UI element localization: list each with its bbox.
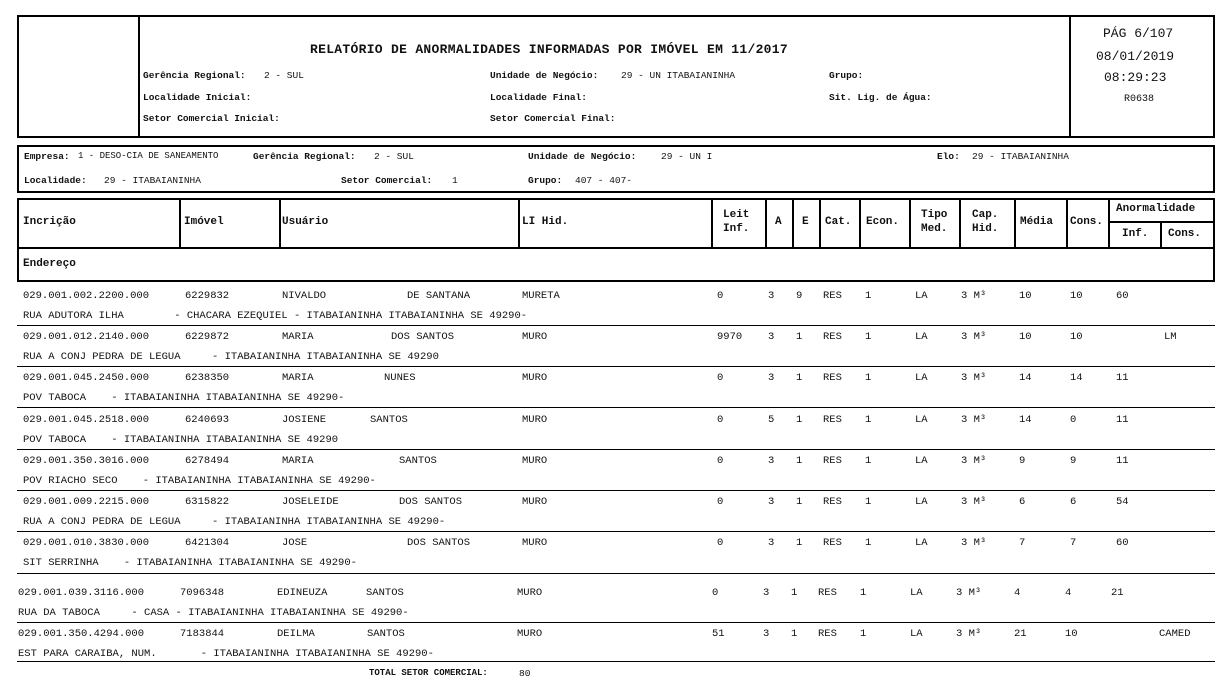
cell-li-hid: MURO [517, 628, 543, 640]
cell-tipo: LA [915, 496, 928, 508]
col-imovel: Imóvel [184, 216, 224, 228]
cell-tipo: LA [915, 455, 928, 467]
cell-endereco: RUA ADUTORA ILHA - CHACARA EZEQUIEL - ITABAIANINHA ITABAIANINHA SE 49290- [23, 310, 528, 322]
cell-tipo: LA [915, 331, 928, 343]
cell-leit: 0 [717, 414, 724, 426]
cell-a: 3 [763, 628, 770, 640]
cell-cons: 7 [1070, 537, 1077, 549]
cell-econ: 1 [865, 537, 872, 549]
filter-setor-value: 1 [452, 175, 458, 186]
cell-imovel: 6238350 [185, 372, 230, 384]
col-sep [1160, 221, 1162, 248]
cell-cap: 3 M³ [961, 537, 987, 549]
cell-anorm-inf: 60 [1116, 537, 1129, 549]
col-cat: Cat. [825, 216, 852, 228]
cell-usuario2: DOS SANTOS [407, 537, 471, 549]
col-a: A [775, 216, 782, 228]
cell-media: 14 [1019, 414, 1032, 426]
cell-media: 10 [1019, 290, 1032, 302]
cell-cap: 3 M³ [961, 455, 987, 467]
cell-leit: 0 [717, 496, 724, 508]
cell-inscricao: 029.001.350.4294.000 [18, 628, 145, 640]
cell-leit: 0 [717, 290, 724, 302]
cell-e: 1 [796, 331, 803, 343]
cell-e: 1 [796, 496, 803, 508]
col-media: Média [1020, 216, 1054, 228]
cell-a: 3 [763, 587, 770, 599]
cell-econ: 1 [865, 290, 872, 302]
col-sep [279, 198, 281, 248]
cell-endereco: POV TABOCA - ITABAIANINHA ITABAIANINHA SE 49290- [23, 392, 345, 404]
col-sep [1108, 198, 1110, 248]
cell-inscricao: 029.001.009.2215.000 [23, 496, 150, 508]
cell-usuario1: JOSELEIDE [282, 496, 339, 508]
cell-cap: 3 M³ [961, 372, 987, 384]
cell-leit: 0 [717, 537, 724, 549]
cell-usuario1: DEILMA [277, 628, 315, 640]
cell-anorm-inf: 11 [1116, 372, 1129, 384]
col-leit-inf-1: Leit [723, 209, 750, 221]
cell-a: 5 [768, 414, 775, 426]
cell-usuario1: JOSE [282, 537, 308, 549]
total-setor-value: 80 [519, 668, 531, 679]
report-date: 08/01/2019 [1096, 49, 1175, 64]
cell-anorm-cons: LM [1164, 331, 1177, 343]
col-cons: Cons. [1070, 216, 1104, 228]
elo-label: Elo: [937, 151, 960, 162]
anorm-sep [1108, 221, 1215, 223]
footer-line [17, 661, 1215, 662]
cell-li-hid: MURO [517, 587, 543, 599]
cell-cat: RES [823, 372, 842, 384]
cell-cons: 10 [1070, 331, 1083, 343]
header-divider-right [1069, 15, 1071, 138]
cell-a: 3 [768, 372, 775, 384]
cell-a: 3 [768, 496, 775, 508]
col-sep [792, 198, 794, 248]
cell-media: 10 [1019, 331, 1032, 343]
cell-endereco: RUA A CONJ PEDRA DE LEGUA - ITABAIANINHA ITABAIANINHA SE 49290 [23, 351, 439, 363]
cell-endereco: POV TABOCA - ITABAIANINHA ITABAIANINHA SE 49290 [23, 434, 339, 446]
setor-inicial-label: Setor Comercial Inicial: [143, 113, 280, 124]
cell-cat: RES [823, 290, 842, 302]
cell-endereco: POV RIACHO SECO - ITABAIANINHA ITABAIANINHA SE 49290- [23, 475, 376, 487]
cell-cat: RES [818, 587, 837, 599]
row-separator [17, 449, 1215, 450]
cell-cap: 3 M³ [961, 331, 987, 343]
col-sep [1066, 198, 1068, 248]
total-setor-label: TOTAL SETOR COMERCIAL: [369, 668, 488, 678]
cell-li-hid: MURO [522, 331, 548, 343]
cell-cap: 3 M³ [956, 587, 982, 599]
cell-econ: 1 [865, 496, 872, 508]
cell-usuario2: SANTOS [399, 455, 437, 467]
cell-inscricao: 029.001.350.3016.000 [23, 455, 150, 467]
filter-localidade-value: 29 - ITABAIANINHA [104, 175, 201, 186]
col-tipo-med-1: Tipo [921, 209, 948, 221]
filter-gerencia-value: 2 - SUL [374, 151, 414, 162]
col-sep [819, 198, 821, 248]
cell-usuario1: MARIA [282, 372, 314, 384]
cell-anorm-cons: CAMED [1159, 628, 1191, 640]
filter-grupo-value: 407 - 407- [575, 175, 633, 186]
report-time: 08:29:23 [1104, 70, 1167, 85]
cell-endereco: RUA DA TABOCA - CASA - ITABAIANINHA ITABAIANINHA SE 49290- [18, 607, 409, 619]
filter-grupo-label: Grupo: [528, 175, 563, 186]
cell-endereco: RUA A CONJ PEDRA DE LEGUA - ITABAIANINHA ITABAIANINHA SE 49290- [23, 516, 446, 528]
cell-leit: 51 [712, 628, 725, 640]
column-header [17, 198, 1215, 282]
cell-usuario1: NIVALDO [282, 290, 327, 302]
empresa-value: 1 - DESO-CIA DE SANEAMENTO [78, 151, 219, 161]
cell-econ: 1 [860, 587, 867, 599]
cell-e: 9 [796, 290, 803, 302]
col-sep [959, 198, 961, 248]
col-sep [765, 198, 767, 248]
cell-cat: RES [823, 414, 842, 426]
column-header-divider [17, 247, 1215, 249]
cell-e: 1 [796, 537, 803, 549]
cell-cons: 6 [1070, 496, 1077, 508]
cell-cat: RES [823, 496, 842, 508]
cell-tipo: LA [915, 537, 928, 549]
cell-tipo: LA [915, 372, 928, 384]
localidade-inicial-label: Localidade Inicial: [143, 92, 252, 103]
col-leit-inf-2: Inf. [723, 223, 750, 235]
cell-media: 4 [1014, 587, 1021, 599]
cell-li-hid: MURO [522, 496, 548, 508]
col-usuario: Usuário [282, 216, 329, 228]
cell-anorm-inf: 11 [1116, 455, 1129, 467]
gerencia-label: Gerência Regional: [143, 70, 246, 81]
cell-cat: RES [823, 537, 842, 549]
cell-e: 1 [796, 372, 803, 384]
cell-li-hid: MURO [522, 455, 548, 467]
setor-final-label: Setor Comercial Final: [490, 113, 616, 124]
cell-cap: 3 M³ [961, 414, 987, 426]
grupo-label: Grupo: [829, 70, 864, 81]
cell-li-hid: MURO [522, 537, 548, 549]
cell-imovel: 6229872 [185, 331, 230, 343]
cell-cap: 3 M³ [956, 628, 982, 640]
cell-inscricao: 029.001.002.2200.000 [23, 290, 150, 302]
report-title: RELATÓRIO DE ANORMALIDADES INFORMADAS POR IMÓVEL EM 11/2017 [310, 42, 788, 57]
cell-media: 9 [1019, 455, 1026, 467]
cell-cat: RES [823, 331, 842, 343]
cell-cons: 0 [1070, 414, 1077, 426]
unidade-label: Unidade de Negócio: [490, 70, 599, 81]
cell-inscricao: 029.001.012.2140.000 [23, 331, 150, 343]
cell-anorm-inf: 54 [1116, 496, 1129, 508]
cell-leit: 9970 [717, 331, 743, 343]
col-anorm-cons: Cons. [1168, 228, 1202, 240]
cell-a: 3 [768, 455, 775, 467]
cell-inscricao: 029.001.010.3830.000 [23, 537, 150, 549]
cell-cons: 9 [1070, 455, 1077, 467]
cell-endereco: SIT SERRINHA - ITABAIANINHA ITABAIANINHA SE 49290- [23, 557, 357, 569]
filter-localidade-label: Localidade: [24, 175, 87, 186]
cell-imovel: 6315822 [185, 496, 230, 508]
row-separator [17, 325, 1215, 326]
col-endereco: Endereço [23, 258, 76, 270]
cell-tipo: LA [910, 587, 923, 599]
col-anormalidade: Anormalidade [1116, 203, 1196, 215]
cell-usuario2: SANTOS [370, 414, 408, 426]
cell-econ: 1 [865, 414, 872, 426]
cell-inscricao: 029.001.045.2518.000 [23, 414, 150, 426]
col-tipo-med-2: Med. [921, 223, 948, 235]
col-sep [1014, 198, 1016, 248]
cell-e: 1 [791, 628, 798, 640]
cell-usuario2: SANTOS [366, 587, 404, 599]
cell-usuario1: JOSIENE [282, 414, 327, 426]
cell-cat: RES [823, 455, 842, 467]
cell-usuario1: MARIA [282, 455, 314, 467]
col-e: E [802, 216, 809, 228]
filter-gerencia-label: Gerência Regional: [253, 151, 356, 162]
cell-a: 3 [768, 537, 775, 549]
filter-setor-label: Setor Comercial: [341, 175, 433, 186]
cell-usuario2: DOS SANTOS [399, 496, 463, 508]
cell-cons: 4 [1065, 587, 1072, 599]
cell-endereco: EST PARA CARAIBA, NUM. - ITABAIANINHA ITABAIANINHA SE 49290- [18, 648, 434, 660]
cell-leit: 0 [712, 587, 719, 599]
cell-media: 6 [1019, 496, 1026, 508]
cell-econ: 1 [860, 628, 867, 640]
row-separator [17, 407, 1215, 408]
report-code: R0638 [1124, 94, 1155, 105]
cell-inscricao: 029.001.045.2450.000 [23, 372, 150, 384]
cell-cap: 3 M³ [961, 496, 987, 508]
header-divider-left [138, 15, 140, 138]
col-cap-hid-2: Hid. [972, 223, 999, 235]
cell-media: 14 [1019, 372, 1032, 384]
cell-imovel: 7096348 [180, 587, 225, 599]
cell-cons: 10 [1065, 628, 1078, 640]
cell-li-hid: MURO [522, 414, 548, 426]
gerencia-value: 2 - SUL [264, 70, 304, 81]
sit-lig-agua-label: Sit. Lig. de Água: [829, 92, 932, 103]
col-sep [909, 198, 911, 248]
cell-imovel: 7183844 [180, 628, 225, 640]
cell-usuario2: DE SANTANA [407, 290, 471, 302]
cell-a: 3 [768, 331, 775, 343]
unidade-value: 29 - UN ITABAIANINHA [621, 70, 736, 81]
cell-usuario1: MARIA [282, 331, 314, 343]
row-separator [17, 622, 1215, 623]
cell-inscricao: 029.001.039.3116.000 [18, 587, 145, 599]
col-sep [518, 198, 520, 248]
cell-usuario2: SANTOS [367, 628, 405, 640]
cell-econ: 1 [865, 331, 872, 343]
cell-usuario2: DOS SANTOS [391, 331, 455, 343]
elo-value: 29 - ITABAIANINHA [972, 151, 1069, 162]
cell-anorm-inf: 60 [1116, 290, 1129, 302]
cell-leit: 0 [717, 455, 724, 467]
col-econ: Econ. [866, 216, 900, 228]
cell-imovel: 6421304 [185, 537, 230, 549]
localidade-final-label: Localidade Final: [490, 92, 587, 103]
cell-cat: RES [818, 628, 837, 640]
cell-li-hid: MURO [522, 372, 548, 384]
col-inscricao: Incrição [23, 216, 76, 228]
col-sep [711, 198, 713, 248]
cell-tipo: LA [915, 414, 928, 426]
cell-cons: 10 [1070, 290, 1083, 302]
row-separator [17, 531, 1215, 532]
cell-econ: 1 [865, 372, 872, 384]
cell-tipo: LA [910, 628, 923, 640]
cell-anorm-inf: 21 [1111, 587, 1124, 599]
cell-e: 1 [796, 455, 803, 467]
cell-cons: 14 [1070, 372, 1083, 384]
col-li-hid: LI Hid. [522, 216, 569, 228]
cell-imovel: 6240693 [185, 414, 230, 426]
cell-anorm-inf: 11 [1116, 414, 1129, 426]
cell-tipo: LA [915, 290, 928, 302]
row-separator [17, 366, 1215, 367]
cell-media: 7 [1019, 537, 1026, 549]
cell-imovel: 6278494 [185, 455, 230, 467]
filter-unidade-value: 29 - UN I [661, 151, 713, 162]
cell-usuario2: NUNES [384, 372, 416, 384]
cell-e: 1 [791, 587, 798, 599]
cell-cap: 3 M³ [961, 290, 987, 302]
cell-e: 1 [796, 414, 803, 426]
cell-media: 21 [1014, 628, 1027, 640]
col-sep [179, 198, 181, 248]
cell-a: 3 [768, 290, 775, 302]
cell-usuario1: EDINEUZA [277, 587, 328, 599]
row-separator [17, 573, 1215, 574]
cell-li-hid: MURETA [522, 290, 560, 302]
col-sep [859, 198, 861, 248]
empresa-label: Empresa: [24, 151, 70, 162]
row-separator [17, 490, 1215, 491]
filter-unidade-label: Unidade de Negócio: [528, 151, 637, 162]
col-cap-hid-1: Cap. [972, 209, 999, 221]
cell-imovel: 6229832 [185, 290, 230, 302]
page-number: PÁG 6/107 [1103, 26, 1174, 41]
cell-econ: 1 [865, 455, 872, 467]
cell-leit: 0 [717, 372, 724, 384]
col-anorm-inf: Inf. [1122, 228, 1149, 240]
